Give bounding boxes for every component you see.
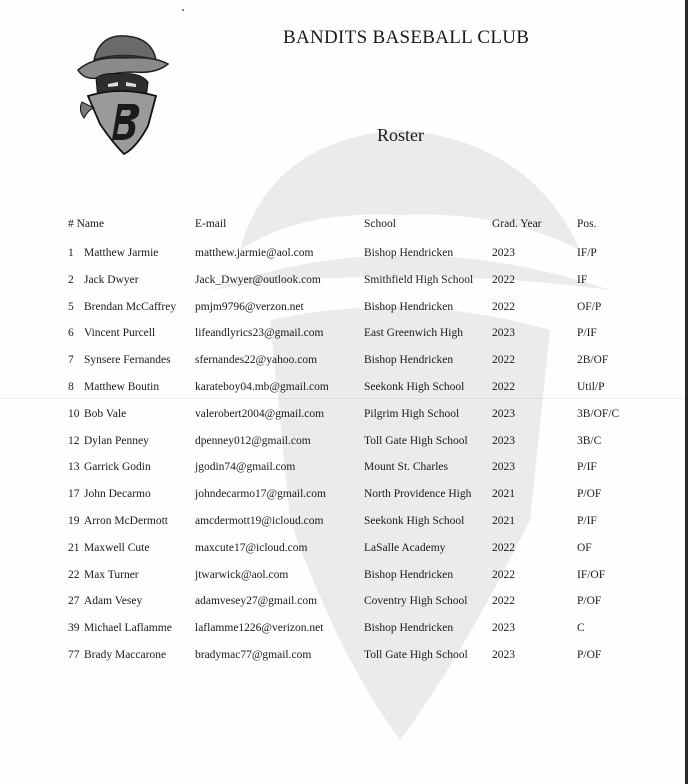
player-number: 19 <box>68 515 80 527</box>
player-position: OF <box>577 541 592 554</box>
player-grad-year: 2021 <box>492 488 515 501</box>
player-cell <box>68 381 159 393</box>
table-row <box>0 327 688 347</box>
player-email: maxcute17@icloud.com <box>195 541 308 554</box>
player-name: Brady Maccarone <box>84 649 167 661</box>
player-position: P/OF <box>577 649 602 661</box>
player-email: lifeandlyrics23@gmail.com <box>195 327 324 340</box>
player-grad-year: 2023 <box>492 434 515 447</box>
player-position: IF/P <box>577 247 597 259</box>
player-name: Max Turner <box>84 568 139 581</box>
player-grad-year: 2021 <box>492 515 515 527</box>
page-title: Roster <box>377 125 424 145</box>
player-number: 5 <box>68 300 74 313</box>
player-number: 12 <box>68 434 80 447</box>
player-number: 17 <box>68 488 80 501</box>
player-grad-year: 2023 <box>492 461 515 474</box>
player-number: 10 <box>68 407 80 420</box>
player-grad-year: 2023 <box>492 622 515 635</box>
table-row <box>0 649 688 669</box>
player-number: 22 <box>68 568 80 581</box>
header-name: # Name <box>68 218 105 230</box>
player-position: OF/P <box>577 300 602 313</box>
player-number: 21 <box>68 541 80 554</box>
player-cell <box>68 569 139 581</box>
player-position: IF/OF <box>577 568 606 581</box>
player-email: pmjm9796@verzon.net <box>195 300 304 313</box>
player-position: 3B/C <box>577 434 602 447</box>
player-name: Dylan Penney <box>84 434 149 447</box>
player-cell <box>68 301 176 313</box>
player-number: 7 <box>68 354 74 367</box>
player-position: Util/P <box>577 381 605 393</box>
player-name: Arron McDermott <box>84 515 168 527</box>
player-grad-year: 2022 <box>492 381 515 393</box>
player-cell <box>68 622 172 634</box>
player-number: 1 <box>68 247 74 259</box>
player-position: 2B/OF <box>577 354 609 367</box>
table-row <box>0 435 688 455</box>
player-position: P/IF <box>577 461 597 474</box>
player-email: karateboy04.mb@gmail.com <box>195 381 329 393</box>
player-name: John Decarmo <box>84 488 151 501</box>
player-email: jtwarwick@aol.com <box>195 568 289 581</box>
header-school: School <box>364 218 396 230</box>
player-cell <box>68 515 168 527</box>
player-school: Bishop Hendricken <box>364 354 454 367</box>
player-school: Toll Gate High School <box>364 649 468 661</box>
header-position: Pos. <box>577 218 597 230</box>
player-school: North Providence High <box>364 488 472 501</box>
player-number: 2 <box>68 273 74 286</box>
player-position: P/IF <box>577 327 597 340</box>
player-cell <box>68 649 166 661</box>
player-name: Garrick Godin <box>84 461 151 474</box>
player-cell <box>68 595 142 607</box>
player-email: amcdermott19@icloud.com <box>195 515 324 527</box>
player-position: C <box>577 622 585 635</box>
table-row <box>0 354 688 374</box>
club-title: BANDITS BASEBALL CLUB <box>283 27 530 48</box>
player-email: jgodin74@gmail.com <box>195 461 296 474</box>
player-position: P/OF <box>577 595 602 608</box>
table-row <box>0 301 688 321</box>
player-school: Toll Gate High School <box>364 434 468 447</box>
player-name: Maxwell Cute <box>84 541 150 554</box>
player-cell <box>68 542 149 554</box>
player-school: Pilgrim High School <box>364 407 460 420</box>
player-number: 6 <box>68 327 74 340</box>
player-position: IF <box>577 273 588 286</box>
player-cell <box>68 274 139 286</box>
player-email: sfernandes22@yahoo.com <box>195 354 318 367</box>
player-school: Seekonk High School <box>364 381 465 393</box>
player-number: 77 <box>68 649 80 661</box>
player-name: Bob Vale <box>84 407 127 420</box>
player-school: LaSalle Academy <box>364 541 446 554</box>
player-school: Bishop Hendricken <box>364 247 454 259</box>
player-cell <box>68 435 149 447</box>
player-name: Jack Dwyer <box>84 273 139 286</box>
player-number: 8 <box>68 381 74 393</box>
player-email: matthew.jarmie@aol.com <box>195 247 314 259</box>
player-grad-year: 2023 <box>492 407 515 420</box>
table-row <box>0 515 688 535</box>
player-grad-year: 2023 <box>492 247 515 259</box>
table-row <box>0 488 688 508</box>
player-email: Jack_Dwyer@outlook.com <box>195 273 321 286</box>
table-row <box>0 461 688 481</box>
header-grad-year: Grad. Year <box>492 218 542 230</box>
player-school: East Greenwich High <box>364 327 463 340</box>
player-school: Seekonk High School <box>364 515 465 527</box>
table-row <box>0 274 688 294</box>
player-grad-year: 2023 <box>492 327 515 340</box>
player-position: P/IF <box>577 515 597 527</box>
player-email: adamvesey27@gmail.com <box>195 595 318 608</box>
player-email: valerobert2004@gmail.com <box>195 407 325 420</box>
player-school: Bishop Hendricken <box>364 622 454 635</box>
player-name: Matthew Jarmie <box>84 247 159 259</box>
player-cell <box>68 488 151 500</box>
table-row <box>0 542 688 562</box>
table-row <box>0 381 688 401</box>
player-email: laflamme1226@verizon.net <box>195 622 324 635</box>
player-email: dpenney012@gmail.com <box>195 434 311 447</box>
player-grad-year: 2022 <box>492 541 515 554</box>
table-row <box>0 408 688 428</box>
player-cell <box>68 354 171 366</box>
player-school: Smithfield High School <box>364 273 474 286</box>
player-grad-year: 2022 <box>492 595 515 608</box>
player-name: Michael Laflamme <box>84 622 172 635</box>
player-number: 39 <box>68 622 80 635</box>
player-number: 13 <box>68 461 80 474</box>
player-cell <box>68 461 151 473</box>
player-cell <box>68 247 158 259</box>
player-name: Brendan McCaffrey <box>84 300 177 313</box>
player-school: Mount St. Charles <box>364 461 449 474</box>
table-row <box>0 622 688 642</box>
player-name: Synsere Fernandes <box>84 354 171 367</box>
player-email: bradymac77@gmail.com <box>195 649 312 661</box>
table-row <box>0 569 688 589</box>
player-email: johndecarmo17@gmail.com <box>195 488 326 501</box>
header-email: E-mail <box>195 218 227 230</box>
player-school: Bishop Hendricken <box>364 300 454 313</box>
player-school: Coventry High School <box>364 595 468 608</box>
player-number: 27 <box>68 595 80 608</box>
player-position: P/OF <box>577 488 602 501</box>
player-school: Bishop Hendricken <box>364 568 454 581</box>
player-name: Adam Vesey <box>84 595 143 608</box>
table-row <box>0 595 688 615</box>
player-cell <box>68 408 126 420</box>
player-name: Matthew Boutin <box>84 381 160 393</box>
player-grad-year: 2022 <box>492 273 515 286</box>
table-row <box>0 247 688 267</box>
player-cell <box>68 327 155 339</box>
player-grad-year: 2022 <box>492 300 515 313</box>
player-name: Vincent Purcell <box>84 327 156 340</box>
player-grad-year: 2023 <box>492 649 515 661</box>
player-grad-year: 2022 <box>492 354 515 367</box>
player-grad-year: 2022 <box>492 568 515 581</box>
player-position: 3B/OF/C <box>577 407 620 420</box>
